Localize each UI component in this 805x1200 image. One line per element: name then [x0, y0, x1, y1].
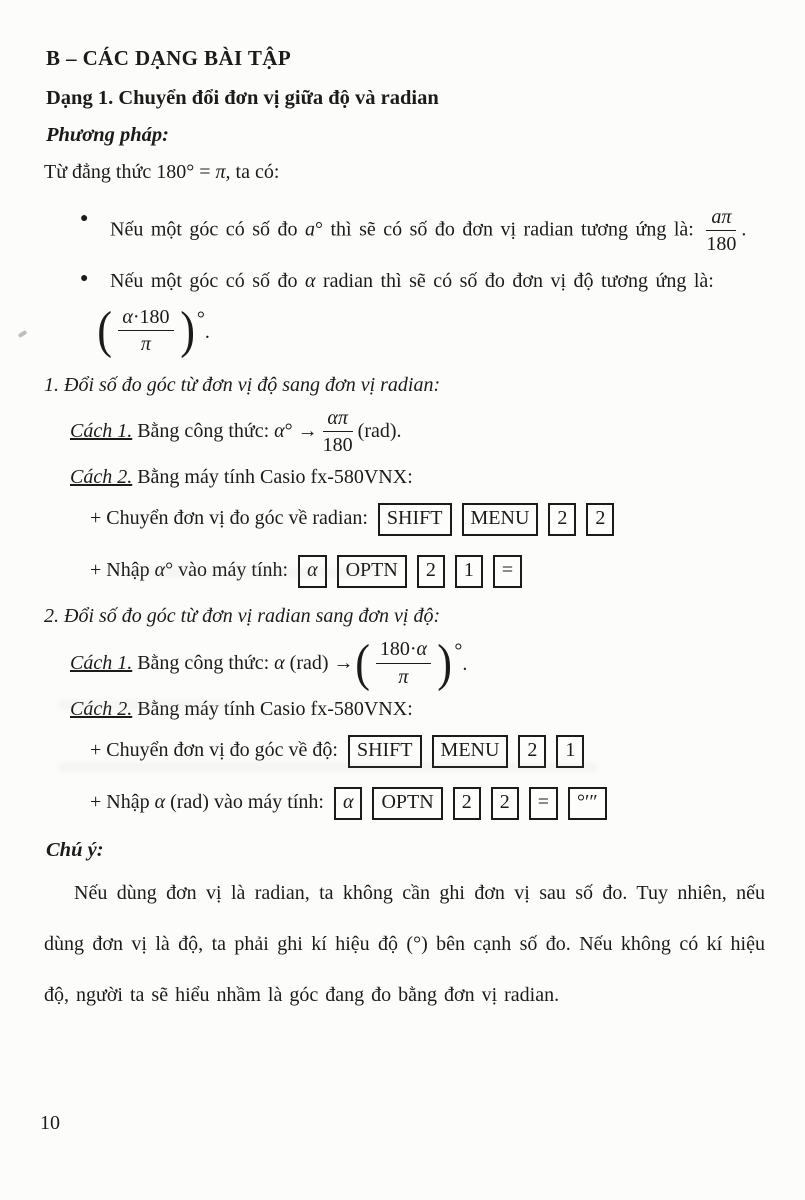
- fraction-denominator: π: [140, 333, 151, 356]
- period: .: [204, 320, 210, 343]
- key-sequence: [343, 739, 589, 761]
- key-sequence: [329, 791, 612, 813]
- bullet1-post: thì sẽ có số đo đơn vị radian tương ứng là:: [322, 218, 702, 241]
- fraction-denominator: 180: [322, 433, 353, 456]
- calculator-key: =: [529, 787, 558, 820]
- bullet-radian-to-degree: [80, 266, 765, 296]
- var-alpha: α: [154, 559, 166, 582]
- calculator-key: °′″: [568, 787, 607, 820]
- var-alpha: α: [304, 269, 316, 292]
- intro-line: [44, 159, 765, 186]
- calculator-key: 2: [586, 503, 614, 536]
- calculator-key: MENU: [432, 735, 509, 768]
- part2-method1-line: [70, 634, 765, 692]
- cach1-label: Cách 1.: [70, 419, 133, 442]
- calculator-key: MENU: [462, 503, 539, 536]
- period: .: [462, 653, 468, 676]
- intro-text: Từ đẳng thức: [44, 161, 157, 183]
- calculator-key: α: [334, 787, 363, 820]
- calculator-key: 2: [417, 555, 445, 588]
- var-alpha: α: [274, 651, 285, 674]
- section-heading: B – CÁC DẠNG BÀI TẬP: [46, 46, 292, 70]
- degree-exponent: °: [196, 307, 205, 330]
- left-paren: (: [97, 301, 113, 359]
- calculator-key: 2: [518, 735, 546, 768]
- calculator-key: OPTN: [337, 555, 407, 588]
- step-text: + Chuyển đơn vị đo góc về độ:: [90, 739, 343, 762]
- fraction-numerator: απ: [323, 407, 353, 432]
- scan-smudge: [18, 330, 28, 338]
- part1-method1-line: [70, 407, 765, 457]
- calculator-key: 2: [548, 503, 576, 536]
- right-paren: ): [179, 301, 195, 359]
- bullet2-post: radian thì sẽ có số đo đơn vị độ tương ứng là:: [315, 269, 714, 292]
- bullet-degree-to-radian: [80, 206, 765, 256]
- rad-unit: (rad): [165, 791, 209, 814]
- rad-unit: (rad).: [357, 419, 402, 442]
- method1-text: [70, 652, 354, 675]
- cach2-text: Bằng máy tính Casio fx-580VNX:: [132, 698, 413, 721]
- fraction-alpha180-over-pi: [118, 306, 173, 356]
- bullet-icon: ●: [80, 270, 89, 286]
- bleed-through-artifact: [130, 568, 380, 578]
- method1-text: [70, 420, 318, 443]
- cach2-label: Cách 2.: [70, 466, 133, 489]
- step-text-after: vào máy tính:: [208, 791, 329, 814]
- bleed-through-artifact: [58, 700, 238, 710]
- key-sequence: [373, 507, 619, 529]
- calculator-key: SHIFT: [378, 503, 452, 536]
- cach2-text: Bằng máy tính Casio fx-580VNX:: [132, 466, 413, 489]
- calculator-key: 2: [453, 787, 481, 820]
- degree-sign: °: [165, 559, 174, 582]
- degree-conversion-formula: [96, 301, 765, 359]
- fraction-numerator: α·180: [118, 306, 173, 331]
- period: .: [741, 218, 747, 241]
- fraction-numerator: aπ: [706, 206, 736, 231]
- calculator-key: 1: [455, 555, 483, 588]
- left-paren: (: [354, 634, 370, 692]
- arrow: →: [328, 651, 354, 674]
- bullet-text: [110, 266, 765, 296]
- var-alpha: α: [274, 419, 285, 442]
- part2-title: 2. Đổi số đo góc từ đơn vị radian sang đơn vị độ:: [44, 605, 441, 628]
- cach1-text: Bằng công thức:: [132, 419, 275, 442]
- bullet1-pre: Nếu một góc có số đo: [110, 218, 305, 241]
- cach2-label: Cách 2.: [70, 698, 133, 721]
- fraction-alphapi-over-180: [323, 407, 353, 457]
- part1-title: 1. Đổi số đo góc từ đơn vị độ sang đơn vị radian:: [44, 373, 441, 396]
- bullet-icon: ●: [80, 211, 89, 226]
- parenthesised-fraction: [354, 634, 463, 692]
- part1-method2-line: [70, 466, 765, 489]
- var-alpha: α: [154, 791, 166, 814]
- arrow: →: [292, 419, 318, 442]
- pi-symbol: π,: [215, 161, 231, 183]
- step-text: + Chuyển đơn vị đo góc về radian:: [90, 507, 373, 530]
- calculator-key: OPTN: [372, 787, 442, 820]
- cach1-text: Bằng công thức:: [132, 651, 275, 674]
- part2-step2: [90, 783, 765, 821]
- fraction-numerator: 180·α: [376, 638, 431, 663]
- bullet-text: [110, 206, 765, 256]
- note-paragraph: Nếu dùng đơn vị là radian, ta không cần ghi đơn vị sau số đo. Tuy nhiên, nếu dùng đơn vị là độ, ta phải ghi kí hiệu độ (°) bên cạnh số đo. Nếu không có kí hiệu độ, người ta sẽ hiểu nhầm là góc đang đo bằng đơn vị radian.: [44, 882, 765, 1007]
- parenthesised-fraction: [96, 301, 205, 359]
- calculator-key: SHIFT: [348, 735, 422, 768]
- bleed-through-artifact: [58, 762, 598, 772]
- topic-heading: Dạng 1. Chuyển đổi đơn vị giữa độ và radian: [46, 87, 439, 109]
- calculator-key: α: [298, 555, 327, 588]
- fraction-180alpha-over-pi: [376, 638, 431, 688]
- right-paren: ): [437, 634, 453, 692]
- cach1-label: Cách 1.: [70, 651, 133, 674]
- calculator-key: 2: [491, 787, 519, 820]
- part1-step1: [90, 499, 765, 537]
- calculator-key: =: [493, 555, 522, 588]
- calculator-key: 1: [556, 735, 584, 768]
- step-text: + Nhập: [90, 559, 155, 582]
- page-number: 10: [40, 1112, 60, 1134]
- rad-unit: (rad): [284, 651, 329, 674]
- method-label: Phương pháp:: [46, 124, 169, 146]
- step-text-after: vào máy tính:: [173, 559, 294, 582]
- degree-sign: °: [284, 419, 293, 442]
- var-a: a: [304, 218, 315, 241]
- note-label: Chú ý:: [46, 839, 104, 862]
- degree-sign: °: [314, 218, 323, 241]
- fraction-denominator: 180: [706, 233, 737, 256]
- degree-exponent: °: [454, 640, 463, 663]
- intro-text-after: ta có:: [230, 161, 280, 183]
- fraction-api-over-180: [706, 206, 736, 256]
- bullet2-pre: Nếu một góc có số đo: [110, 269, 305, 292]
- step-text: + Nhập: [90, 791, 155, 814]
- formula-180-deg: 180° =: [156, 161, 216, 183]
- fraction-denominator: π: [398, 665, 409, 688]
